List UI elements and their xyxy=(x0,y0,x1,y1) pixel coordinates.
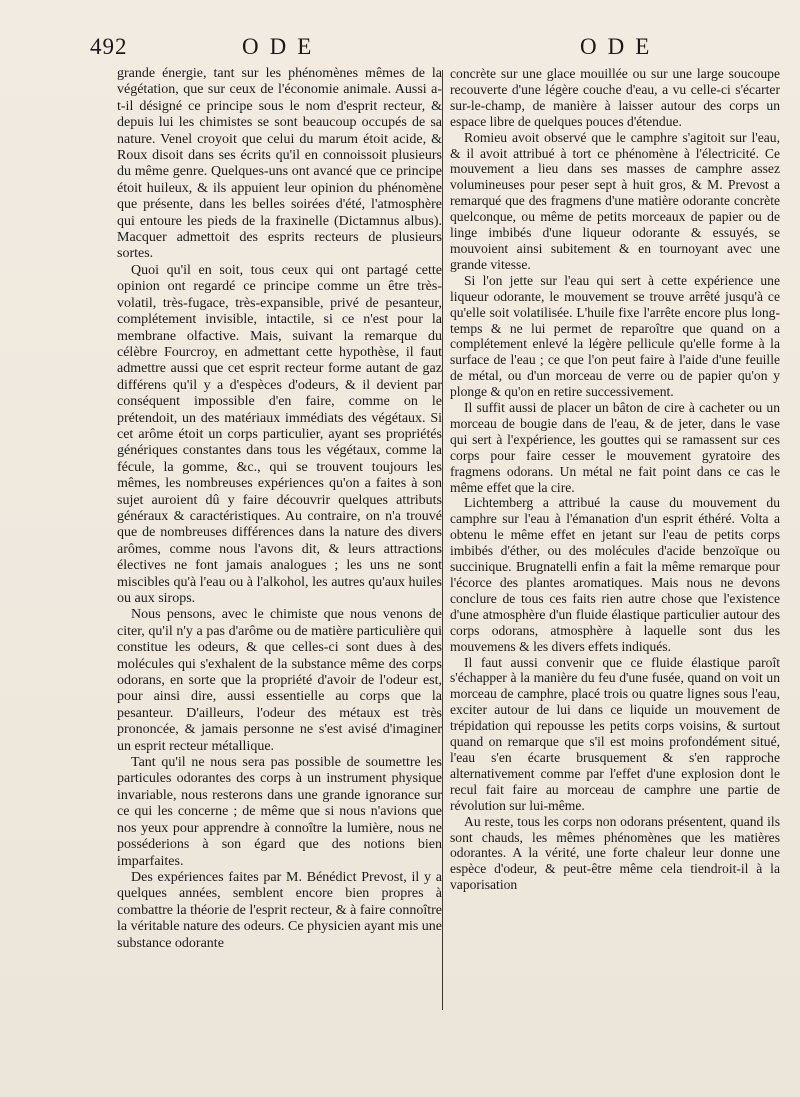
running-head-right: ODE xyxy=(580,34,661,59)
running-head-left: ODE xyxy=(242,34,323,59)
paragraph: Des expériences faites par M. Bénédict Prevost, il y a quelques années, semblent encore bien propres à combattre la théorie de l'esprit recteur, & à faire connoître la véritable nature des odeurs. Ce physicien ayant mis une substance odorante xyxy=(117,869,443,951)
paragraph: concrète sur une glace mouillée ou sur une large soucoupe recouverte d'une légère couche d'eau, a vu celle-ci s'écarter sur-le-champ, de manière à laisser autour des corps un espace libre de quelques pouces d'étendue. xyxy=(450,66,780,129)
paragraph: Au reste, tous les corps non odorans présentent, quand ils sont chauds, les mêmes phénomènes que les matières odorantes. A la vérité, une forte chaleur leur donne une espèce d'odeur, & peut-être même cela tiendroit-il à la vaporisation xyxy=(450,813,780,893)
paragraph: Quoi qu'il en soit, tous ceux qui ont partagé cette opinion ont regardé ce principe comme un être très-volatil, très-fugace, très-expansible, privé de pesanteur, complétement invisible, intactile, si ce n'est pour la membrane olfactive. Mais, suivant la remarque du célèbre Fourcroy, en admettant cette hypothèse, il faut admettre aussi que cet esprit recteur forme autant de gaz différens qu'il y a d'espèces d'odeurs, & il devient par conséquent impossible d'en faire, comme on le prétendoit, un des matériaux immédiats des végétaux. Si cet arôme étoit un corps particulier, ayant ses propriétés génériques constantes dans tous les végétaux, comme la fécule, la gomme, &c., qui se trouvent toujours les mêmes, les nombreuses expériences qu'on a faites à son sujet auroient dû y faire découvrir quelques attributs généraux & caractéristiques. Au contraire, on n'a trouvé que de nombreuses différences dans la nature des divers arômes, comme nous l'avons dit, & leurs attractions électives ne font jamais analogues ; les uns ne sont miscibles qu'à l'eau ou à l'alkohol, les autres qu'aux huiles ou aux sirops. xyxy=(117,262,442,606)
paragraph: Il faut aussi convenir que ce fluide élastique paroît s'échapper à la manière du feu d'une fusée, quand on voit un morceau de camphre, placé trois ou quatre lignes sous l'eau, exciter autour de lui dans ce liquide un mouvement de trépidation qui repousse les petits corps voisins, & surtout quand on remarque que s'il est moins profondément situé, l'eau s'en écarte brusquement & s'en rapproche alternativement comme par l'effet d'une explosion dont le recul fait faire au morceau de camphre une partie de révolution sur lui-même. xyxy=(450,654,780,813)
page-header xyxy=(0,34,800,64)
paragraph: Nous pensons, avec le chimiste que nous venons de citer, qu'il n'y a pas d'arôme ou de matière particulière qui constitue les odeurs, & que celles-ci sont dues à des molécules qui s'exhalent de la substance même des corps odorans, en sorte que la propriété d'avoir de l'odeur est, pour ainsi dire, aussi essentielle au corps que la pesanteur. D'ailleurs, l'odeur des métaux est très prononcée, & jamais personne ne s'est avisé d'imaginer un esprit recteur métallique. xyxy=(117,607,442,754)
paragraph: Lichtemberg a attribué la cause du mouvement du camphre sur l'eau à l'émanation d'un esprit éthéré. Volta a obtenu le même effet en jetant sur l'eau de petits corps imbibés d'éther, ou des molécules d'acide benzoïque ou succinique. Brugnatelli enfin a fait la même remarque pour l'écorce des plantes aromatiques. Mais nous ne devons conclure de tous ces faits rien autre chose que l'existence d'une atmosphère d'un fluide élastique particulier autour des corps odorans, atmosphère à laquelle sont dus les mouvemens & les divers effets indiqués. xyxy=(450,495,780,654)
page-number: 492 xyxy=(90,34,128,59)
right-column xyxy=(450,66,780,893)
column-divider xyxy=(442,70,443,1010)
paragraph: Si l'on jette sur l'eau qui sert à cette expérience une liqueur odorante, le mouvement se trouve arrêté jusqu'à ce qu'elle soit volatilisée. L'huile fixe l'arrête encore plus long-temps & ne lui permet de reparoître que quand on a complétement enlevé la légère pellicule qu'elle forme à la surface de l'eau ; ce que l'on peut faire à l'aide d'une feuille de métal, ou d'un morceau de verre ou de papier qu'on y plonge & qu'on en retire successivement. xyxy=(450,272,780,400)
left-column xyxy=(117,66,442,952)
paragraph: grande énergie, tant sur les phénomènes mêmes de la végétation, que sur ceux de l'économie animale. Aussi a-t-il désigné ce principe sous le nom d'esprit recteur, & depuis lui les chimistes se sont beaucoup occupés de sa nature. Venel croyoit que celui du marum étoit acide, & Roux disoit dans ses écrits qu'il en connoissoit plusieurs du même genre. Quelques-uns ont avancé que ce principe étoit huileux, & ils appuient leur opinion du phénomène que présente, dans les belles soirées d'été, l'atmosphère qui entoure les pieds de la fraxinelle (Dictamnus albus). Macquer admettoit des esprits recteurs de plusieurs sortes. xyxy=(117,66,442,262)
paragraph: Il suffit aussi de placer un bâton de cire à cacheter ou un morceau de bougie dans de l'eau, & de jeter, dans le vase qui sert à l'expérience, les gouttes qui se ramassent sur ces corps pour faire cesser le mouvement gyratoire des fragmens odorans. Un métal ne fait point dans ce cas le même effet que la cire. xyxy=(450,400,780,495)
paragraph: Tant qu'il ne nous sera pas possible de soumettre les particules odorantes des corps à un instrument physique invariable, nous resterons dans une grande ignorance sur ce qui les concerne ; de même que si nous n'avions que nos yeux pour apprendre à connoître la lumière, nous ne posséderions à son égard que des notions bien imparfaites. xyxy=(117,755,442,869)
paragraph: Romieu avoit observé que le camphre s'agitoit sur l'eau, & il avoit attribué à tort ce phénomène à l'électricité. Ce mouvement a lieu dans ses masses de camphre assez volumineuses pour peser sept à huit gros, & M. Prevost a remarqué que des fragmens d'une matière odorante concrète quelconque, ou même de petits morceaux de papier ou de linge imbibés d'une liqueur odorante & essuyés, se mouvoient ainsi subitement & en tournoyant avec une grande vitesse. xyxy=(450,129,780,272)
